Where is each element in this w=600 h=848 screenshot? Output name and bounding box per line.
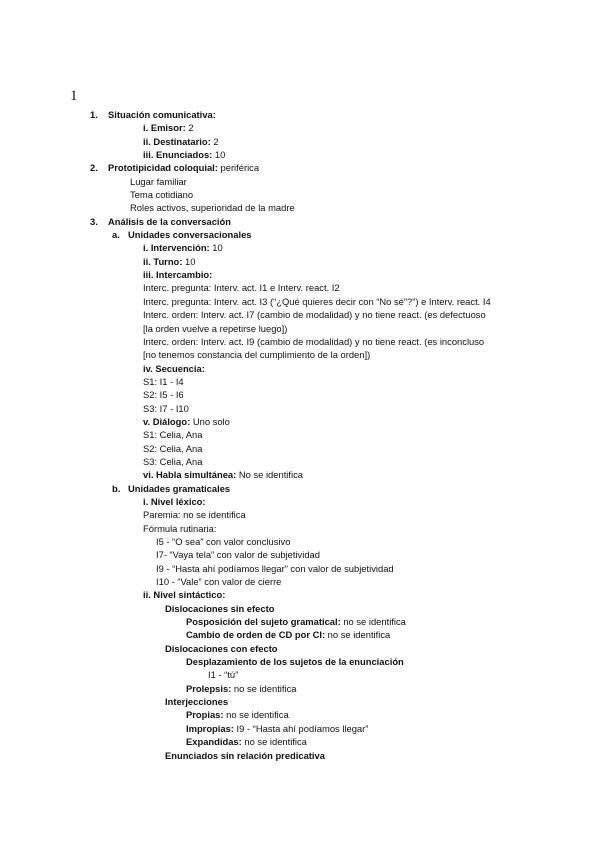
subsection-b-heading [0,482,600,495]
secuencia-item: S1: I1 - I4 [143,375,184,387]
feature-line: Roles activos, superioridad de la madre [130,202,295,214]
habla-value: No se identifica [236,469,303,481]
posposicion-line [0,615,600,628]
desplazamiento-label: Desplazamiento de los sujetos de la enunciación [186,656,404,668]
intercambio-line: [no tenemos constancia del cumplimiento de la orden]) [143,349,371,361]
paremia-line: Paremia: no se identifica [143,509,246,521]
feature-line: Tema cotidiano [130,189,194,201]
dialogo-line [0,415,600,428]
lexico-label: i. Nivel léxico: [143,495,206,507]
impropias-line [0,722,600,735]
cambio-orden-value: no se identifica [325,629,391,641]
interjecciones-heading [0,695,600,708]
emisor-line [0,121,600,134]
secuencia-heading [0,362,600,375]
sintactico-label: ii. Nivel sintáctico: [143,589,226,601]
impropias-label: Impropias: [186,722,234,734]
section-2-number: 2. [90,162,98,174]
section-1-number: 1. [90,109,98,120]
formula-line: Fórmula rutinaria: [143,522,217,534]
intervencion-value: 10 [209,242,223,254]
secuencia-item: S2: I5 - I6 [143,389,184,401]
interjecciones-label: Interjecciones [165,696,229,708]
intervencion-label: i. Intervención: [143,242,210,254]
formula-item: I7- “Vaya tela” con valor de subjetividad [156,549,320,561]
page-number: 1 [70,88,78,104]
expandidas-label: Expandidas: [186,736,242,748]
emisor-value: 2 [185,122,194,134]
dislocaciones-con-label: Dislocaciones con efecto [165,642,278,654]
propias-label: Propias: [186,709,224,721]
dialogo-item: S2: Celia, Ana [143,442,203,454]
destinatario-label: ii. Destinatario: [143,135,211,147]
dialogo-item: S3: Celia, Ana [143,455,203,467]
secuencia-item: S3: I7 - I10 [143,402,189,414]
section-1-title: Situación comunicativa: [108,109,216,120]
enunciados-value: 10 [212,149,226,161]
intercambio-label: iii. Intercambio: [143,269,213,281]
desplazamiento-item: I1 - “tú” [208,669,239,681]
cambio-orden-label: Cambio de orden de CD por CI: [186,629,326,641]
dislocaciones-sin-heading [0,602,600,615]
subsection-a-heading [0,228,600,241]
turno-line [0,255,600,268]
prolepsis-label: Prolepsis: [186,682,232,694]
destinatario-value: 2 [210,135,219,147]
section-3-heading [0,215,600,228]
expandidas-value: no se identifica [241,736,307,748]
section-2-heading [0,161,600,174]
enunciados-sin-relacion-label: Enunciados sin relación predicativa [165,749,325,761]
intercambio-line: Interc. pregunta: Interv. act. I1 e Interv. react. I2 [143,282,340,294]
turno-label: ii. Turno: [143,255,183,267]
prolepsis-line [0,682,600,695]
propias-value: no se identifica [223,709,289,721]
intercambio-line: Interc. pregunta: Interv. act. I3 (“¿Qué quieres decir con “No sé”?”) e Interv. react. I4 [143,295,491,307]
section-2-title: Prototipicidad coloquial: [108,162,218,174]
subsection-a-letter: a. [112,229,120,241]
formula-item: I5 - “O sea” con valor conclusivo [156,536,291,547]
section-1-heading [0,108,600,121]
expandidas-line [0,735,600,748]
destinatario-line [0,135,600,148]
intercambio-line: Interc. orden: Interv. act. I7 (cambio de modalidad) y no tiene react. (es defectuoso [143,309,486,321]
document-body [0,108,600,762]
secuencia-label: iv. Secuencia: [143,362,205,374]
intercambio-heading [0,268,600,281]
sintactico-heading [0,588,600,601]
enunciados-line [0,148,600,161]
enunciados-label: iii. Enunciados: [143,149,213,161]
posposicion-value: no se identifica [340,616,406,628]
intervencion-line [0,241,600,254]
enunciados-sin-relacion-heading [0,749,600,762]
formula-item: I9 - “Hasta ahí podíamos llegar” con valor de subjetividad [156,562,394,574]
habla-line [0,468,600,481]
section-3-number: 3. [90,215,98,227]
prolepsis-value: no se identifica [231,682,297,694]
turno-value: 10 [182,255,196,267]
lexico-heading [0,495,600,508]
intercambio-line: Interc. orden: Interv. act. I9 (cambio de modalidad) y no tiene react. (es inconcluso [143,335,485,347]
subsection-b-letter: b. [112,482,121,494]
section-3-title: Análisis de la conversación [108,215,231,227]
subsection-a-title: Unidades conversacionales [128,229,252,241]
propias-line [0,708,600,721]
cambio-orden-line [0,628,600,641]
desplazamiento-heading [0,655,600,668]
dislocaciones-sin-label: Dislocaciones sin efecto [165,602,275,614]
subsection-b-title: Unidades gramaticales [128,482,231,494]
habla-label: vi. Habla simultánea: [143,469,237,481]
impropias-value: I9 - “Hasta ahí podíamos llegar” [233,722,369,734]
dislocaciones-con-heading [0,642,600,655]
feature-line: Lugar familiar [130,175,187,187]
section-2-value: periférica [217,162,260,174]
intercambio-line: [la orden vuelve a repetirse luego]) [143,322,288,334]
emisor-label: i. Emisor: [143,122,186,134]
dialogo-item: S1: Celia, Ana [143,429,203,441]
dialogo-label: v. Diálogo: [143,415,191,427]
dialogo-value: Uno solo [190,415,230,427]
formula-item: I10 - “Vale” con valor de cierre [156,576,282,588]
posposicion-label: Posposición del sujeto gramatical: [186,616,341,628]
